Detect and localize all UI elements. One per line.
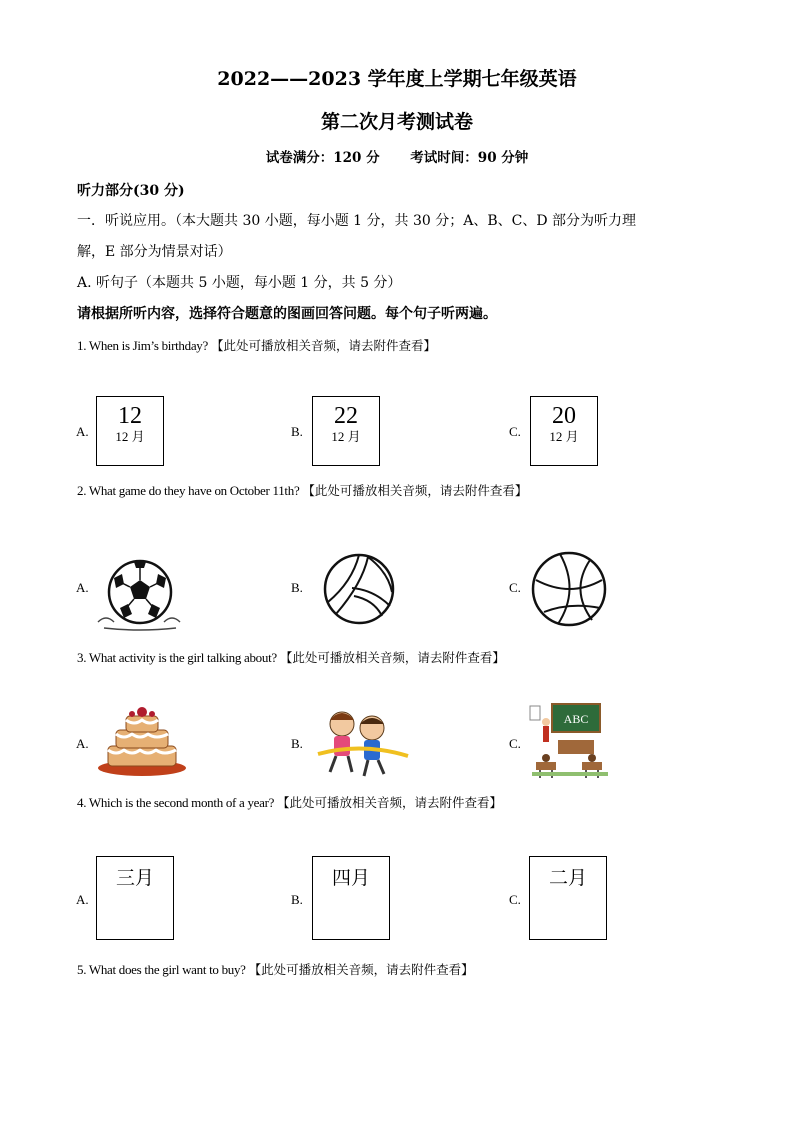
audio-note[interactable]: 【此处可播放相关音频，请去附件查看】	[302, 483, 528, 498]
audio-note[interactable]: 【此处可播放相关音频，请去附件查看】	[210, 338, 436, 353]
question-3: 3. What activity is the girl talking about? 【此处可播放相关音频，请去附件查看】	[77, 650, 505, 665]
audio-note[interactable]: 【此处可播放相关音频，请去附件查看】	[279, 650, 505, 665]
exam-meta	[0, 146, 794, 166]
question-2: 2. What game do they have on October 11th? 【此处可播放相关音频，请去附件查看】	[77, 483, 528, 498]
option-label: C.	[509, 580, 521, 595]
question-4: 4. Which is the second month of a year? 【此处可播放相关音频，请去附件查看】	[77, 795, 503, 810]
birthday-cake-icon[interactable]	[96, 702, 188, 778]
option-label: C.	[509, 736, 521, 751]
exam-time: 考试时间：90 分钟	[410, 150, 529, 166]
svg-text:ABC: ABC	[563, 712, 589, 726]
full-score: 试卷满分：120 分	[265, 150, 380, 166]
option-label: A.	[76, 892, 89, 907]
option-label: A.	[76, 580, 89, 595]
option-label: A.	[76, 736, 89, 751]
instruction: 请根据所听内容，选择符合题意的图画回答问题。每个句子听两遍。	[77, 306, 497, 322]
month-option-a[interactable]: 三月	[96, 856, 174, 940]
basketball-icon[interactable]	[530, 550, 608, 628]
audio-note[interactable]: 【此处可播放相关音频，请去附件查看】	[248, 962, 474, 977]
part1-description-line2: 解，E 部分为情景对话）	[77, 244, 232, 260]
option-label: C.	[509, 424, 521, 439]
calendar-option-a[interactable]: 12 12 月	[96, 396, 164, 466]
volleyball-icon[interactable]	[322, 552, 396, 626]
question-5: 5. What does the girl want to buy? 【此处可播放相关音频，请去附件查看】	[77, 962, 474, 977]
month-option-c[interactable]: 二月	[529, 856, 607, 940]
exam-title: 2022——2023 学年度上学期七年级英语	[217, 68, 577, 90]
option-label: A.	[76, 424, 89, 439]
option-label: B.	[291, 424, 303, 439]
calendar-option-c[interactable]: 20 12 月	[530, 396, 598, 466]
soccer-ball-icon[interactable]	[94, 556, 186, 632]
option-label: B.	[291, 580, 303, 595]
exam-subtitle: 第二次月考测试卷	[320, 111, 473, 133]
option-label: B.	[291, 892, 303, 907]
question-1: 1. When is Jim’s birthday? 【此处可播放相关音频，请去附件查看】	[77, 338, 436, 353]
option-label: C.	[509, 892, 521, 907]
listening-heading: 听力部分(30 分)	[77, 183, 185, 199]
classroom-icon[interactable]	[528, 702, 612, 780]
option-label: B.	[291, 736, 303, 751]
partA-heading: A. 听句子（本题共 5 小题，每小题 1 分，共 5 分）	[77, 275, 402, 291]
audio-note[interactable]: 【此处可播放相关音频，请去附件查看】	[277, 795, 503, 810]
part1-description-line1: 一．听说应用。（本大题共 30 小题，每小题 1 分，共 30 分；A、B、C、D 部分为听力理	[77, 213, 637, 229]
calendar-option-b[interactable]: 22 12 月	[312, 396, 380, 466]
running-race-icon[interactable]	[312, 706, 412, 778]
month-option-b[interactable]: 四月	[312, 856, 390, 940]
